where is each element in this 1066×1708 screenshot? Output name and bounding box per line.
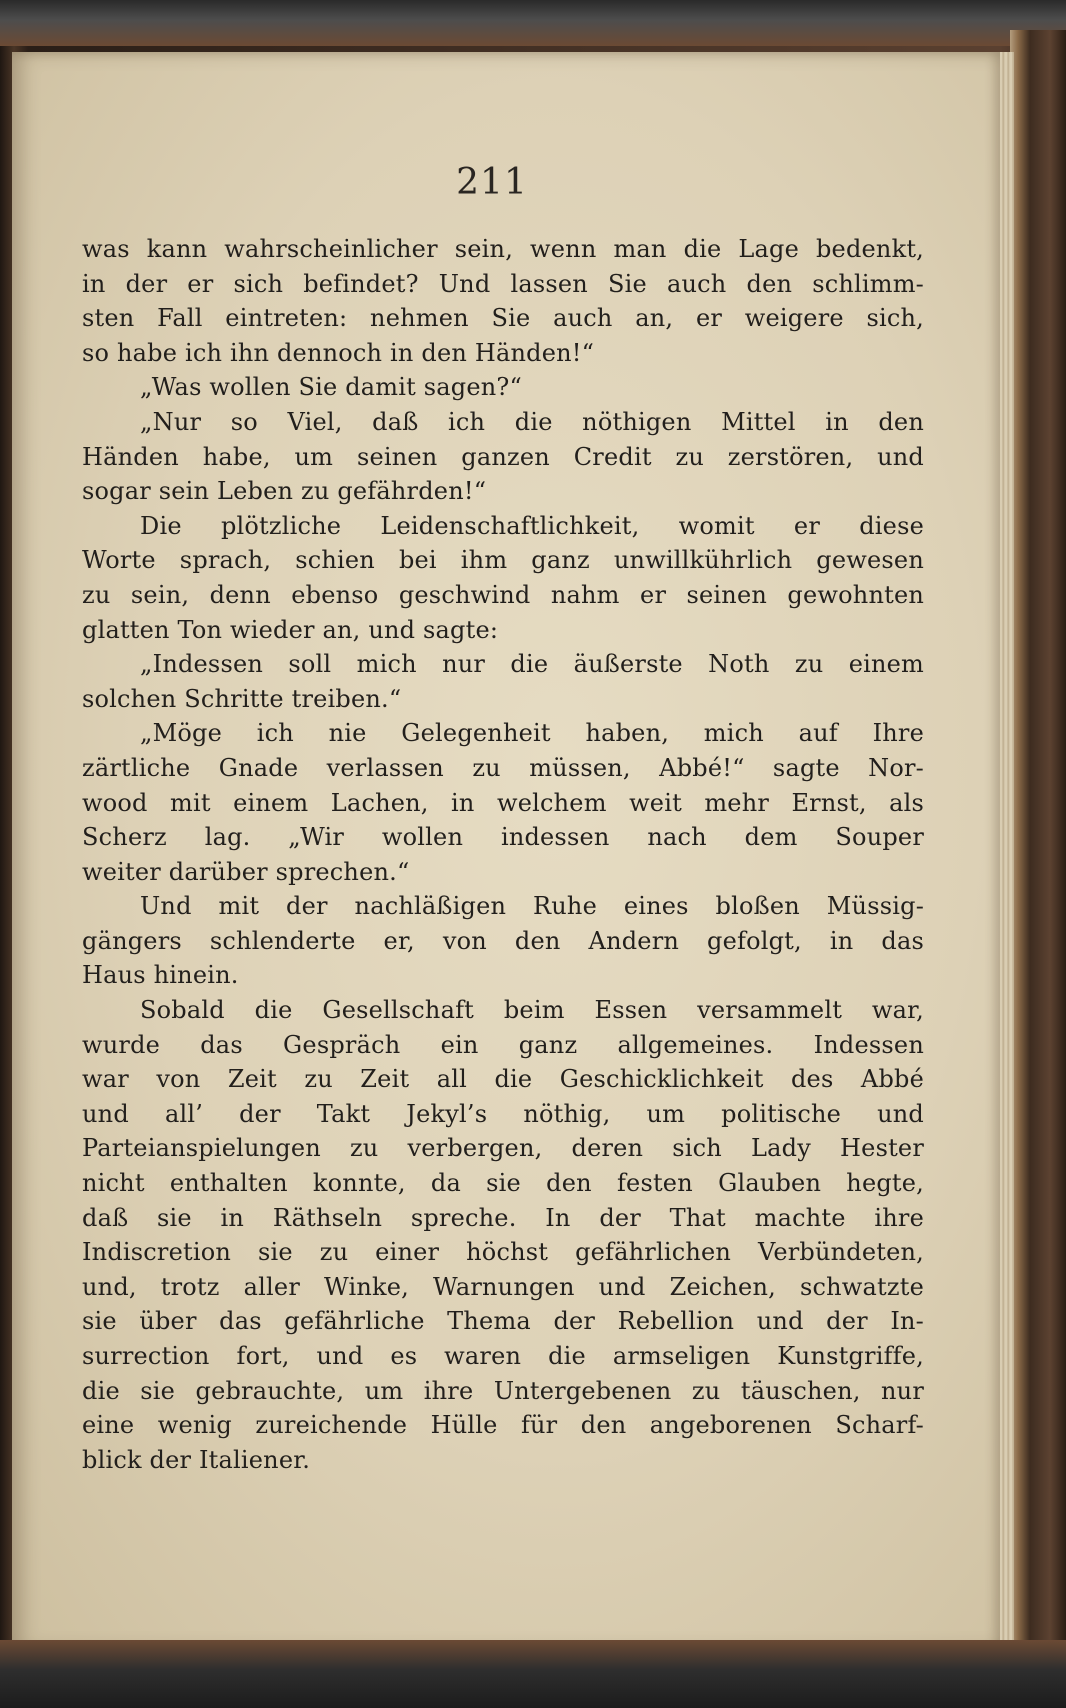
text-line: so habe ich ihn dennoch in den Händen!“	[82, 338, 595, 367]
page-number: 211	[456, 162, 528, 203]
text-line: blick der Italiener.	[82, 1445, 311, 1474]
text-line: eine wenig zureichende Hülle für den angeborenen Scharf-	[82, 1411, 924, 1440]
book-cover-edge	[1010, 30, 1066, 1660]
text-line: zu sein, denn ebenso geschwind nahm er seinen gewohnten	[82, 580, 924, 609]
text-line: Scherz lag. „Wir wollen indessen nach dem Souper	[82, 823, 924, 852]
text-line: wurde das Gespräch ein ganz allgemeines. Indessen	[82, 1030, 924, 1059]
text-line: in der er sich befindet? Und lassen Sie auch den schlimm-	[82, 269, 924, 298]
text-line: daß sie in Räthseln spreche. In der That machte ihre	[82, 1203, 924, 1232]
text-line: wood mit einem Lachen, in welchem weit mehr Ernst, als	[82, 788, 924, 817]
book-cover-top	[0, 0, 1066, 46]
text-line: was kann wahrscheinlicher sein, wenn man die Lage bedenkt,	[82, 235, 924, 263]
text-line: sten Fall eintreten: nehmen Sie auch an, er weigere sich,	[82, 304, 924, 333]
text-line: Händen habe, um seinen ganzen Credit zu zerstören, und	[82, 442, 924, 471]
text-line: „Möge ich nie Gelegenheit haben, mich auf Ihre	[140, 719, 924, 748]
text-line: Die plötzliche Leidenschaftlichkeit, womit er diese	[140, 511, 924, 540]
text-line: „Indessen soll mich nur die äußerste Noth zu einem	[140, 650, 924, 679]
text-line: sie über das gefährliche Thema der Rebellion und der In-	[82, 1307, 924, 1336]
text-line: war von Zeit zu Zeit all die Geschicklichkeit des Abbé	[82, 1065, 924, 1094]
text-line: „Nur so Viel, daß ich die nöthigen Mittel in den	[140, 407, 924, 436]
book-cover-bottom	[0, 1640, 1066, 1708]
text-line: Und mit der nachläßigen Ruhe eines bloßen Müssig-	[140, 892, 924, 921]
text-line: surrection fort, und es waren die armseligen Kunstgriffe,	[82, 1342, 924, 1370]
text-line: solchen Schritte treiben.“	[82, 684, 402, 713]
text-line: sogar sein Leben zu gefährden!“	[82, 477, 487, 506]
text-line: Indiscretion sie zu einer höchst gefährlichen Verbündeten,	[82, 1238, 924, 1267]
text-line: und all’ der Takt Jekyl’s nöthig, um politische und	[82, 1099, 924, 1128]
text-line: glatten Ton wieder an, und sagte:	[82, 615, 499, 644]
text-line: „Was wollen Sie damit sagen?“	[140, 373, 522, 402]
text-line: Sobald die Gesellschaft beim Essen versammelt war,	[140, 996, 924, 1025]
text-line: die sie gebrauchte, um ihre Untergebenen zu täuschen, nur	[82, 1376, 924, 1405]
body-text	[82, 232, 924, 1477]
text-line: und, trotz aller Winke, Warnungen und Zeichen, schwatzte	[82, 1272, 924, 1301]
text-line: gängers schlenderte er, von den Andern gefolgt, in das	[82, 926, 924, 955]
text-line: zärtliche Gnade verlassen zu müssen, Abbé!“ sagte Nor-	[82, 753, 924, 782]
text-line: weiter darüber sprechen.“	[82, 857, 410, 886]
text-line: Haus hinein.	[82, 961, 239, 990]
text-line: Worte sprach, schien bei ihm ganz unwillkührlich gewesen	[82, 546, 924, 575]
text-line: nicht enthalten konnte, da sie den festen Glauben hegte,	[82, 1169, 924, 1198]
text-line: Parteianspielungen zu verbergen, deren sich Lady Hester	[82, 1134, 924, 1163]
book-page	[12, 52, 1000, 1650]
